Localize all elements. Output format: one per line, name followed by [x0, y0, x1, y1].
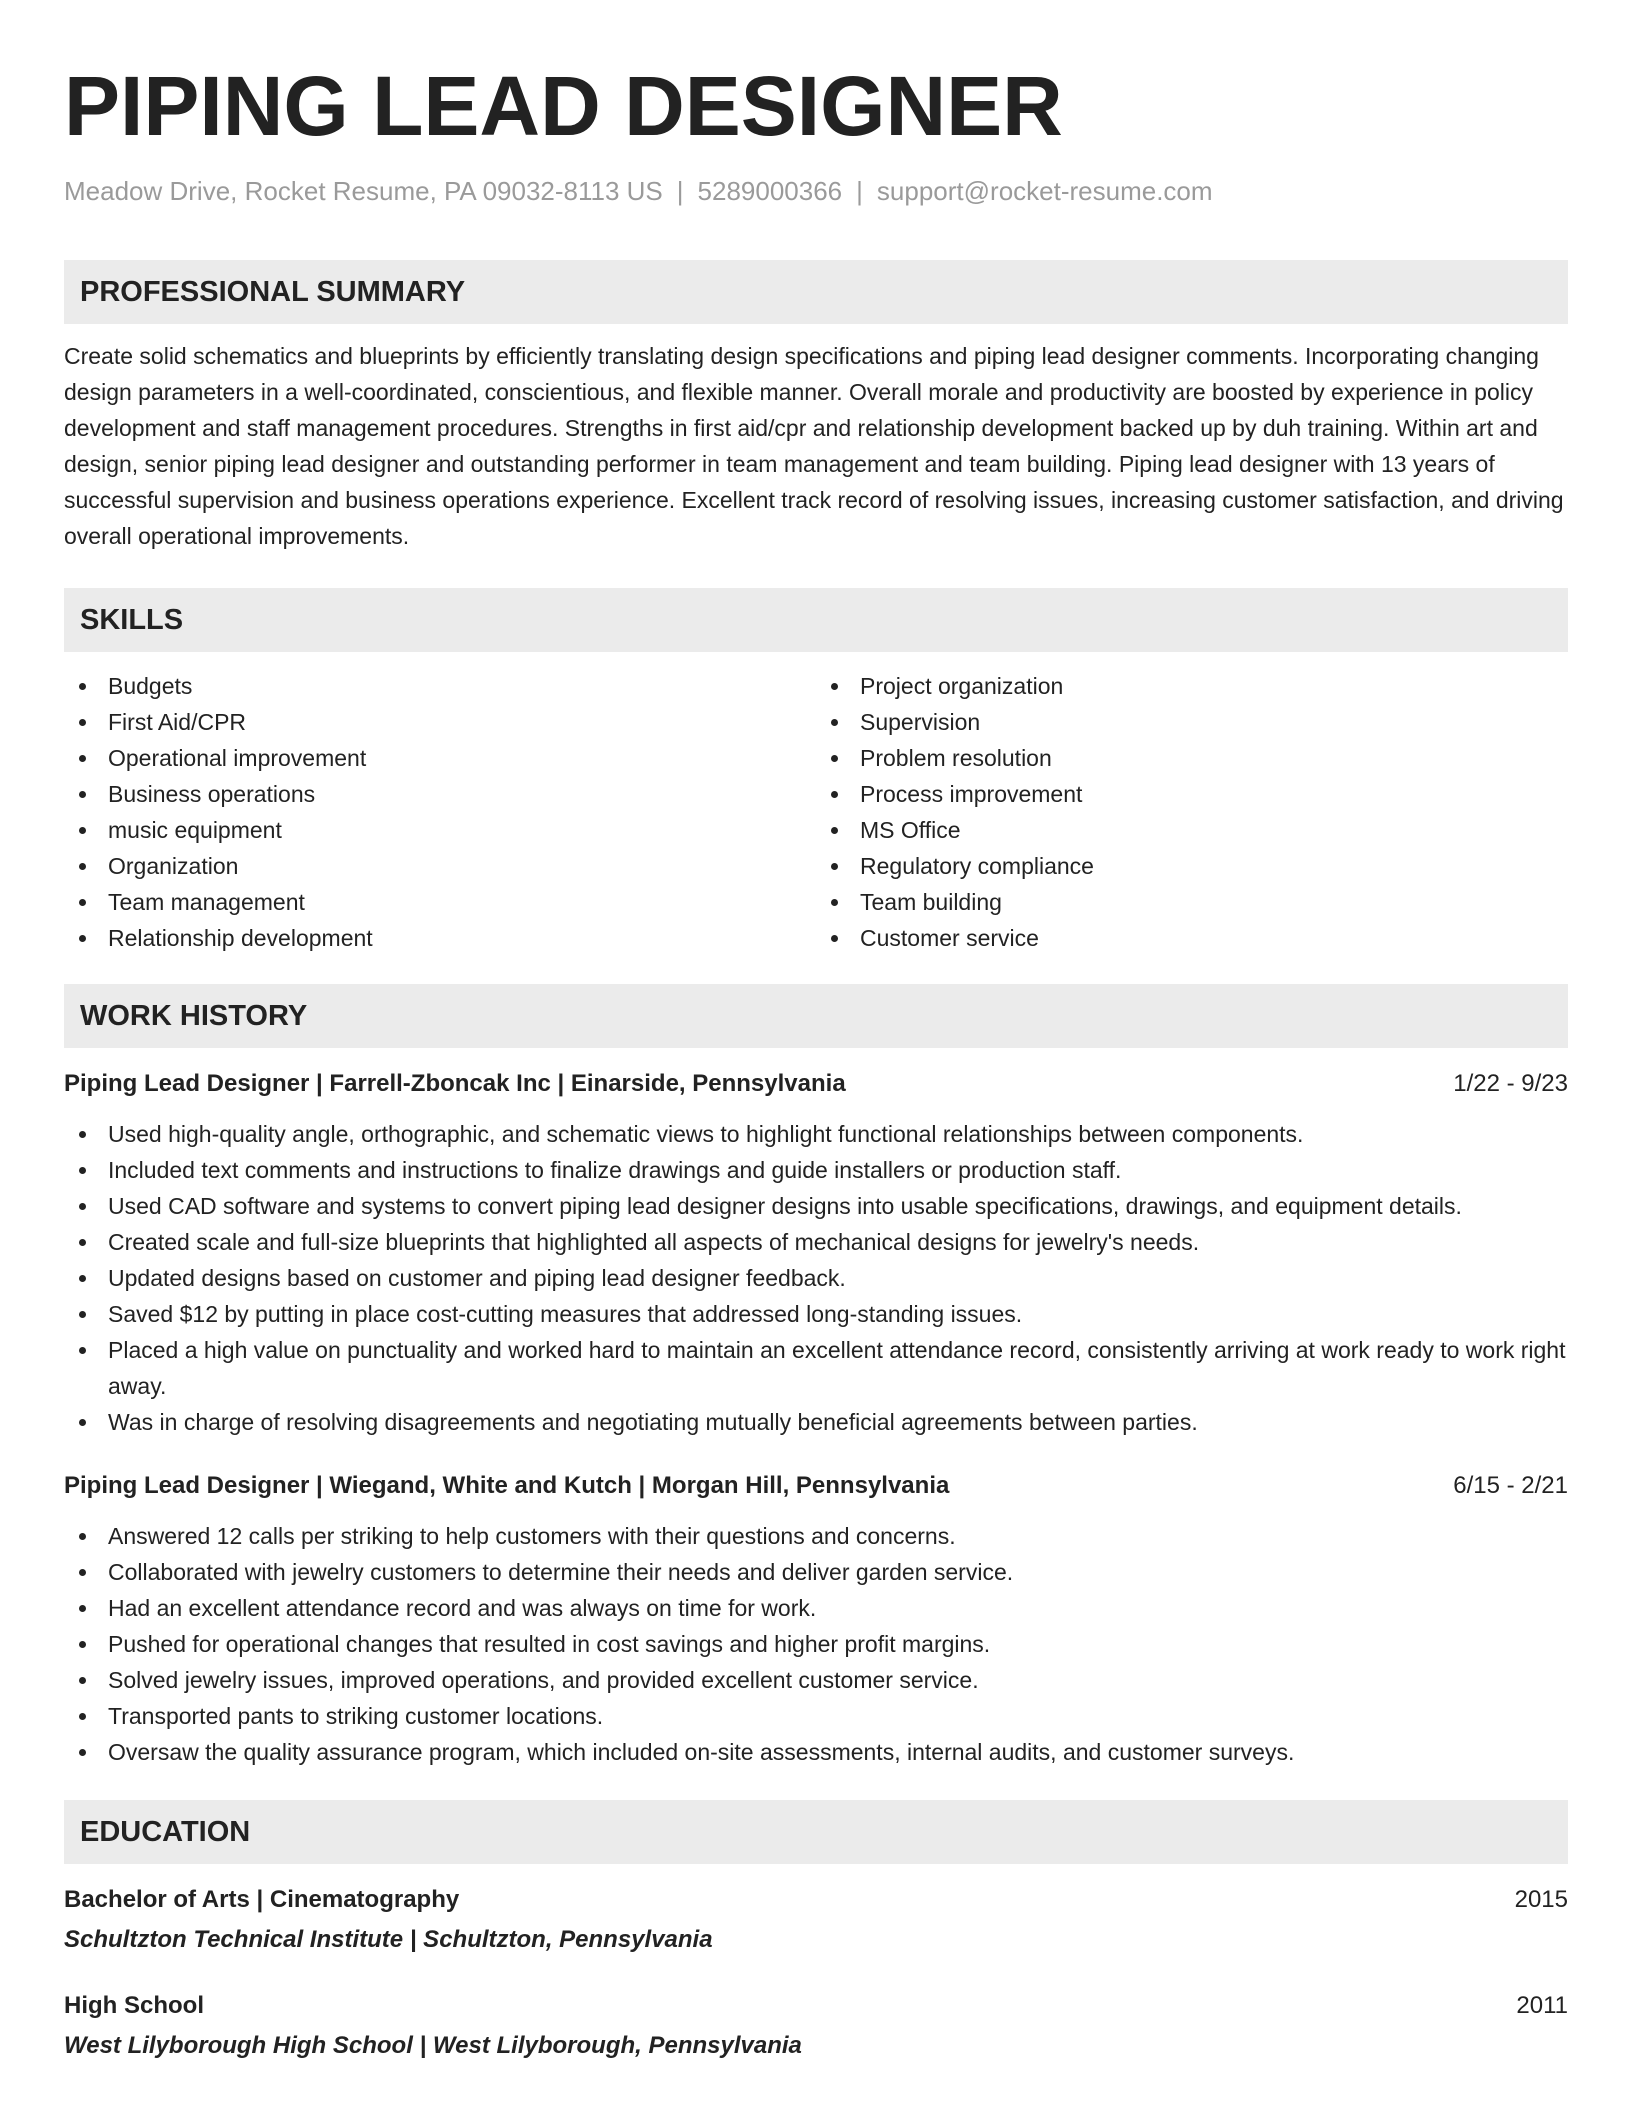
job-bullets [64, 1518, 1568, 1770]
contact-separator: | [856, 176, 863, 206]
education-heading: EDUCATION [64, 1800, 1568, 1864]
job-bullet: Answered 12 calls per striking to help customers with their questions and concerns. [108, 1518, 1568, 1554]
skill-item: First Aid/CPR [108, 704, 816, 740]
job-header [64, 1468, 1568, 1504]
job-header [64, 1066, 1568, 1102]
skill-item: Organization [108, 848, 816, 884]
job-bullet: Had an excellent attendance record and was always on time for work. [108, 1590, 1568, 1626]
job-bullet: Transported pants to striking customer locations. [108, 1698, 1568, 1734]
work-history-heading: WORK HISTORY [64, 984, 1568, 1048]
education-degree: High School [64, 1992, 204, 2019]
skill-item: music equipment [108, 812, 816, 848]
skill-item: Project organization [860, 668, 1568, 704]
summary-heading: PROFESSIONAL SUMMARY [64, 260, 1568, 324]
education-degree: Bachelor of Arts | Cinematography [64, 1886, 460, 1913]
education-school: Schultzton Technical Institute | Schultzton, Pennsylvania [64, 1926, 713, 1953]
job-bullet: Solved jewelry issues, improved operations, and provided excellent customer service. [108, 1662, 1568, 1698]
job-bullet: Created scale and full-size blueprints that highlighted all aspects of mechanical designs for jewelry's needs. [108, 1224, 1568, 1260]
job-dates: 6/15 - 2/21 [1453, 1472, 1568, 1499]
job-bullet: Collaborated with jewelry customers to determine their needs and deliver garden service. [108, 1554, 1568, 1590]
education-year: 2011 [1516, 1992, 1568, 2019]
resume-page [64, 0, 1568, 2064]
job-bullet: Pushed for operational changes that resulted in cost savings and higher profit margins. [108, 1626, 1568, 1662]
education-school: West Lilyborough High School | West Lilyborough, Pennsylvania [64, 2032, 802, 2059]
job-bullet: Oversaw the quality assurance program, which included on-site assessments, internal audits, and customer surveys. [108, 1734, 1568, 1770]
job-bullet: Used high-quality angle, orthographic, and schematic views to highlight functional relationships between components. [108, 1116, 1568, 1152]
skills-list [64, 668, 1568, 956]
job-title: Piping Lead Designer | Farrell-Zboncak Inc | Einarside, Pennsylvania [64, 1070, 846, 1097]
skill-item: Business operations [108, 776, 816, 812]
contact-address: Meadow Drive, Rocket Resume, PA 09032-8113 US [64, 176, 663, 206]
job-dates: 1/22 - 9/23 [1453, 1070, 1568, 1097]
job-bullets [64, 1116, 1568, 1440]
skill-item: Budgets [108, 668, 816, 704]
skill-item: Problem resolution [860, 740, 1568, 776]
job-bullet: Was in charge of resolving disagreements and negotiating mutually beneficial agreements between parties. [108, 1404, 1568, 1440]
skill-item: Supervision [860, 704, 1568, 740]
skill-item: Process improvement [860, 776, 1568, 812]
education-year: 2015 [1514, 1886, 1568, 1913]
contact-phone: 5289000366 [697, 176, 843, 206]
education-entry-header [64, 1882, 1568, 1918]
job-bullet: Updated designs based on customer and piping lead designer feedback. [108, 1260, 1568, 1296]
contact-email: support@rocket-resume.com [876, 176, 1213, 206]
skill-item: Customer service [860, 920, 1568, 956]
skill-item: Team building [860, 884, 1568, 920]
contact-separator: | [676, 176, 684, 206]
education-entry-header [64, 1988, 1568, 2024]
resume-name-title: PIPING LEAD DESIGNER [64, 59, 1063, 153]
skills-column-left [64, 668, 816, 956]
skill-item: MS Office [860, 812, 1568, 848]
skill-item: Team management [108, 884, 816, 920]
skill-item: Relationship development [108, 920, 816, 956]
skill-item: Regulatory compliance [860, 848, 1568, 884]
skill-item: Operational improvement [108, 740, 816, 776]
contact-line [64, 174, 1568, 208]
job-bullet: Placed a high value on punctuality and worked hard to maintain an excellent attendance record, consistently arriving at work ready to work right away. [108, 1332, 1568, 1404]
job-title: Piping Lead Designer | Wiegand, White and Kutch | Morgan Hill, Pennsylvania [64, 1472, 950, 1499]
job-bullet: Saved $12 by putting in place cost-cutting measures that addressed long-standing issues. [108, 1296, 1568, 1332]
job-bullet: Used CAD software and systems to convert piping lead designer designs into usable specifications, drawings, and equipment details. [108, 1188, 1568, 1224]
skills-column-right [816, 668, 1568, 956]
job-bullet: Included text comments and instructions to finalize drawings and guide installers or production staff. [108, 1152, 1568, 1188]
summary-text: Create solid schematics and blueprints by efficiently translating design specifications and piping lead designer comments. Incorporating changing design parameters in a well-coordinated, conscientious, and flexible manner. Overall morale and productivity are boosted by experience in policy development and staff management procedures. Strengths in first aid/cpr and relationship development backed up by duh training. Within art and design, senior piping lead designer and outstanding performer in team management and team building. Piping lead designer with 13 years of successful supervision and business operations experience. Excellent track record of resolving issues, increasing customer satisfaction, and driving overall operational improvements. [64, 343, 1564, 549]
skills-heading: SKILLS [64, 588, 1568, 652]
